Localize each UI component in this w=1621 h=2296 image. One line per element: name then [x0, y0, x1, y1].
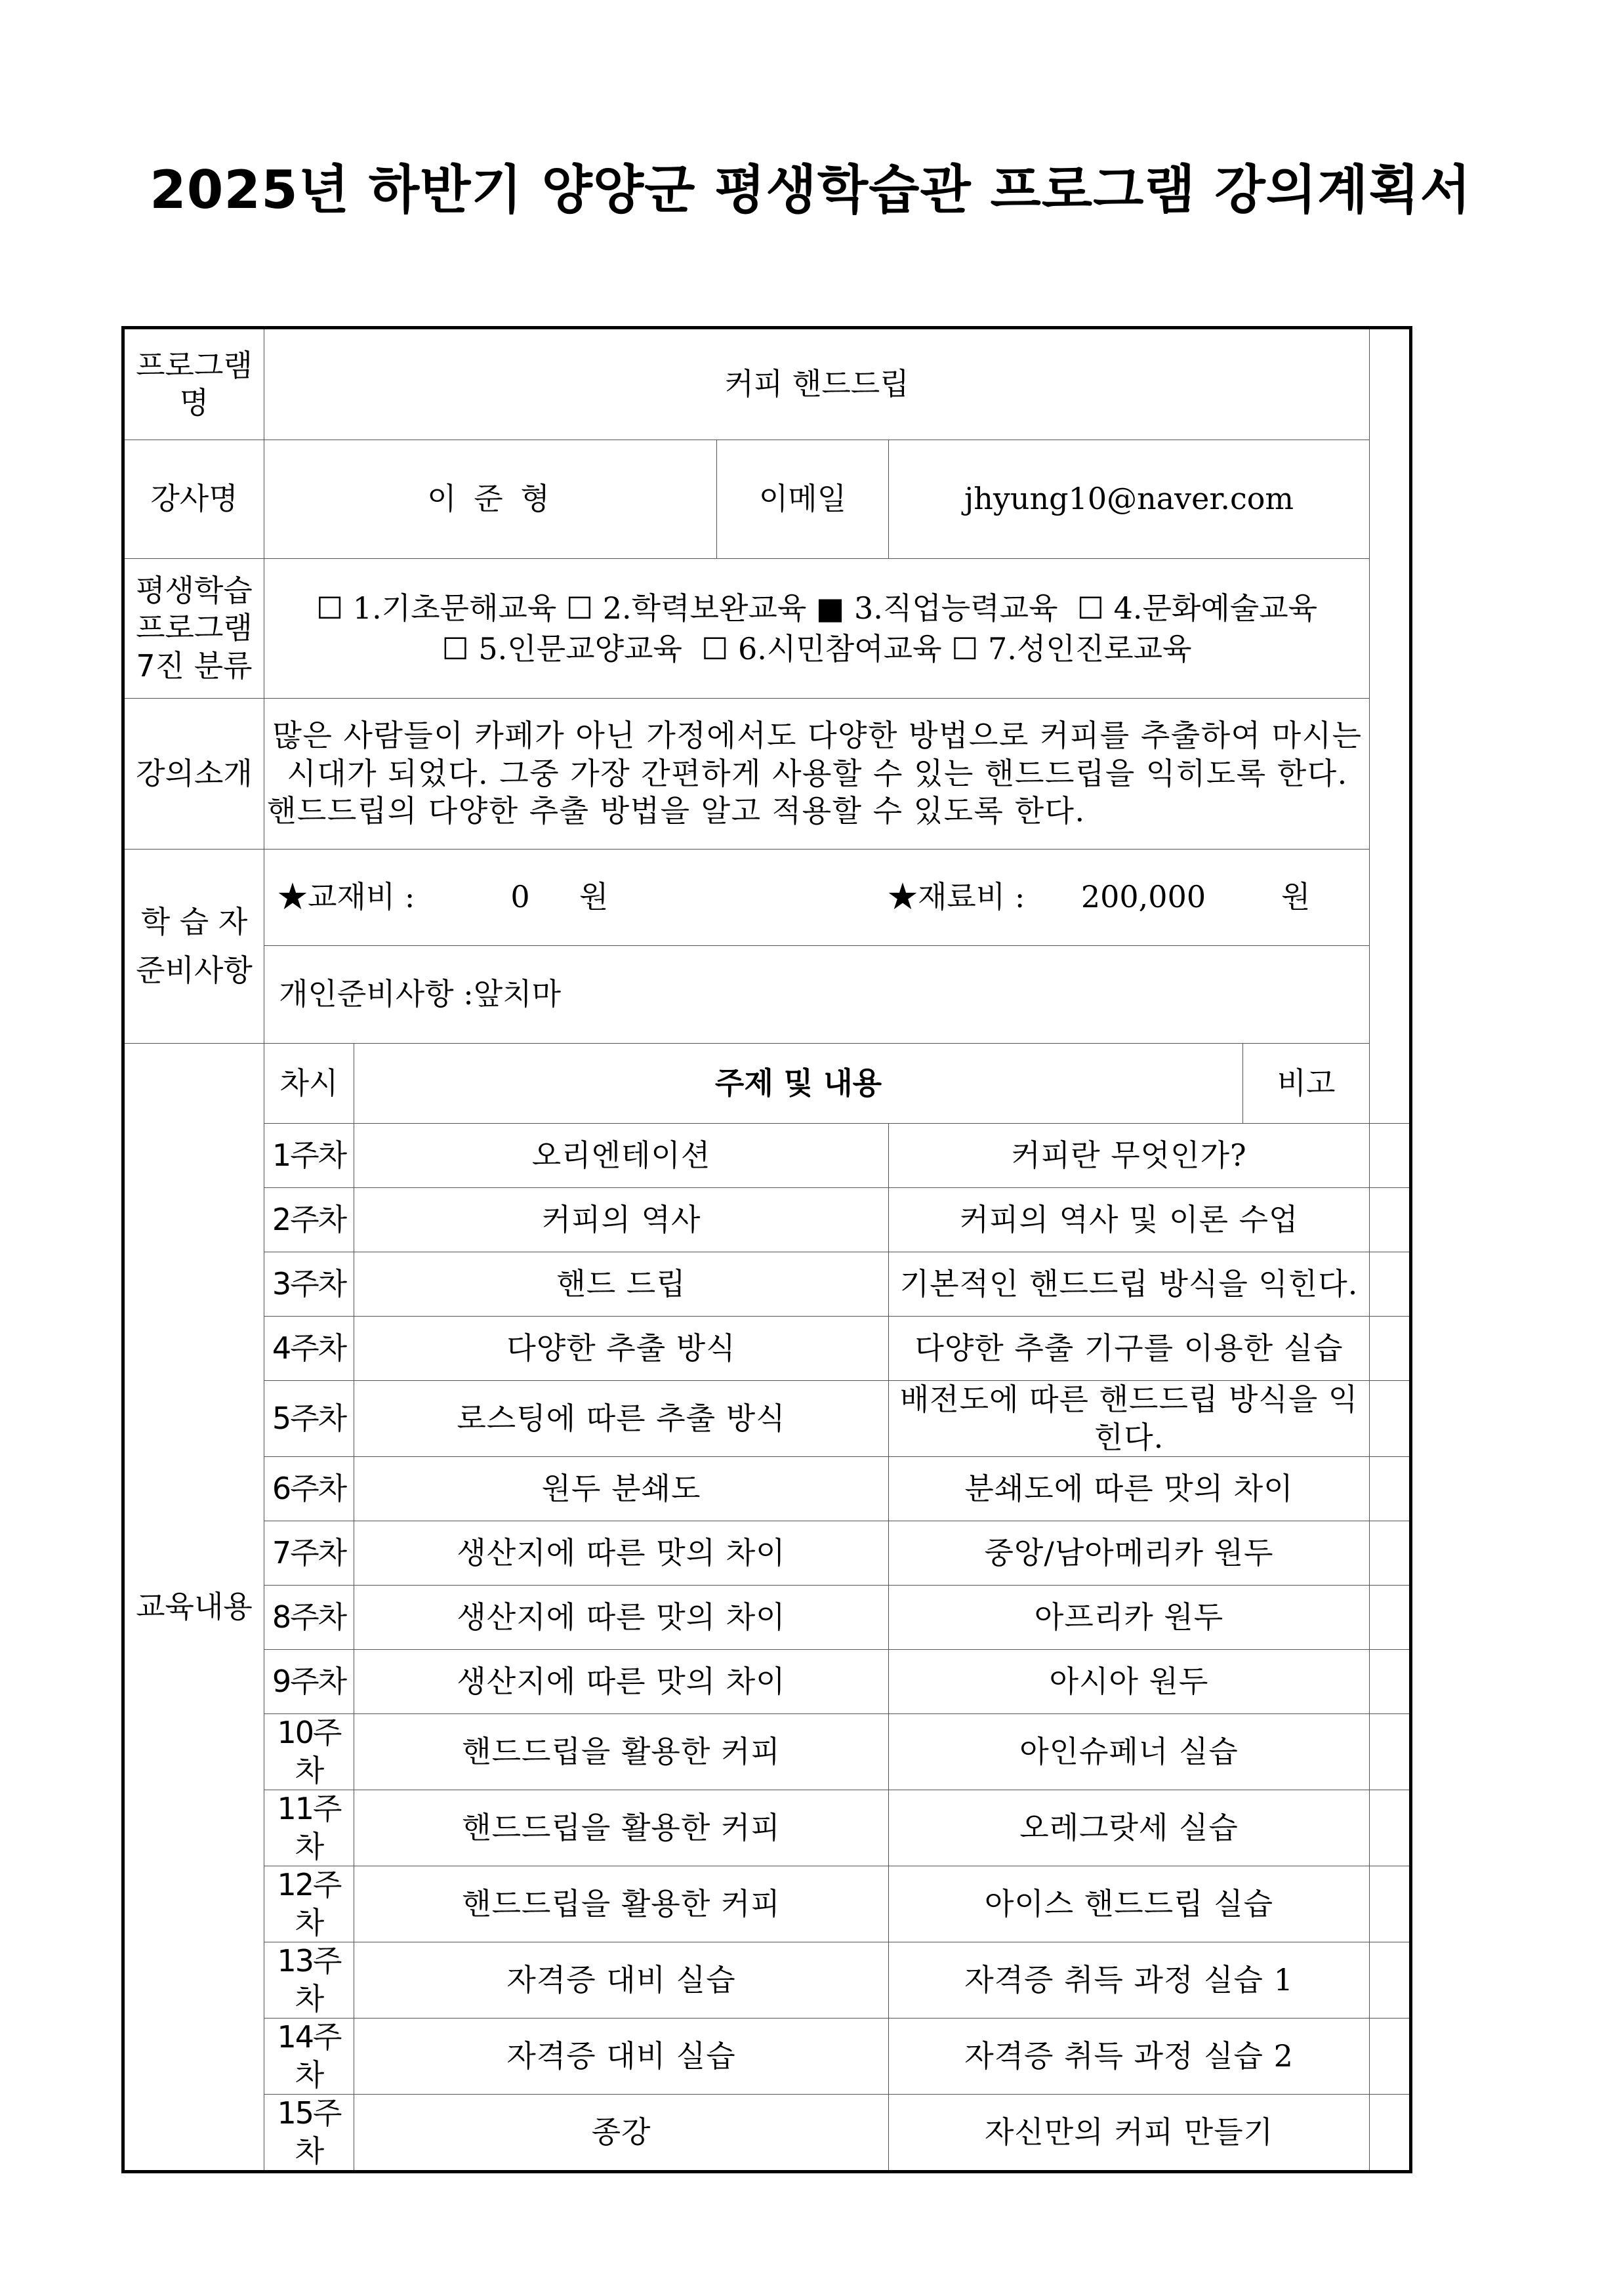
content-cell: 다양한 추출 기구를 이용한 실습 — [889, 1317, 1370, 1381]
week-cell: 1주차 — [264, 1124, 354, 1188]
intro-row — [123, 699, 1411, 850]
topic-cell: 핸드드립을 활용한 커피 — [354, 1790, 889, 1866]
topic-cell: 자격증 대비 실습 — [354, 2019, 889, 2095]
textbook-fee-unit: 원 — [579, 879, 609, 915]
content-cell: 아인슈페너 실습 — [889, 1714, 1370, 1790]
content-cell: 커피의 역사 및 이론 수업 — [889, 1188, 1370, 1252]
textbook-fee-label: ★교재비 : — [277, 879, 415, 915]
topic-cell: 생산지에 따른 맛의 차이 — [354, 1586, 889, 1650]
note-cell — [1370, 1457, 1411, 1521]
content-label: 교육내용 — [123, 1044, 264, 2172]
week-cell: 9주차 — [264, 1650, 354, 1714]
note-cell — [1370, 1586, 1411, 1650]
week-cell: 3주차 — [264, 1252, 354, 1317]
fees-row — [123, 850, 1411, 946]
schedule-row — [123, 2095, 1411, 2172]
content-cell: 기본적인 핸드드립 방식을 익힌다. — [889, 1252, 1370, 1317]
document-title: 2025년 하반기 양양군 평생학습관 프로그램 강의계획서 — [150, 159, 1471, 220]
schedule-row — [123, 1521, 1411, 1586]
material-fee-unit: 원 — [1281, 879, 1311, 915]
schedule-row — [123, 1650, 1411, 1714]
category-row — [123, 559, 1411, 699]
topic-cell: 다양한 추출 방식 — [354, 1317, 889, 1381]
content-cell: 분쇄도에 따른 맛의 차이 — [889, 1457, 1370, 1521]
category-label-line2: 프로그램 — [136, 610, 253, 646]
note-cell — [1370, 2095, 1411, 2172]
material-fee-label: ★재료비 : — [888, 879, 1025, 915]
program-name-label: 프로그램명 — [123, 328, 264, 440]
prep-label-line1: 학 습 자 — [140, 903, 248, 939]
week-cell: 5주차 — [264, 1381, 354, 1457]
topic-cell: 원두 분쇄도 — [354, 1457, 889, 1521]
topic-cell: 오리엔테이션 — [354, 1124, 889, 1188]
note-cell — [1370, 1124, 1411, 1188]
program-name-value: 커피 핸드드립 — [264, 328, 1370, 440]
week-cell: 15주차 — [264, 2095, 354, 2172]
lecture-plan-table — [121, 326, 1412, 2173]
schedule-row — [123, 1866, 1411, 1942]
content-cell: 아시아 원두 — [889, 1650, 1370, 1714]
textbook-fee-amount: 0 — [510, 879, 530, 915]
topic-cell: 핸드드립을 활용한 커피 — [354, 1866, 889, 1942]
week-cell: 13주차 — [264, 1942, 354, 2019]
content-cell: 자격증 취득 과정 실습 1 — [889, 1942, 1370, 2019]
schedule-row — [123, 1252, 1411, 1317]
material-fee-amount: 200,000 — [1080, 879, 1206, 915]
content-cell: 자격증 취득 과정 실습 2 — [889, 2019, 1370, 2095]
week-cell: 8주차 — [264, 1586, 354, 1650]
category-options-line1: ☐ 1.기초문해교육 ☐ 2.학력보완교육 ■ 3.직업능력교육 ☐ 4.문화예술교육 — [316, 590, 1318, 626]
category-label-line3: 7진 분류 — [136, 647, 253, 684]
topic-cell: 종강 — [354, 2095, 889, 2172]
schedule-header-row — [123, 1044, 1411, 1124]
category-options-line2: ☐ 5.인문교양교육 ☐ 6.시민참여교육 ☐ 7.성인진로교육 — [441, 631, 1192, 666]
note-cell — [1370, 1650, 1411, 1714]
week-cell: 2주차 — [264, 1188, 354, 1252]
intro-label: 강의소개 — [123, 699, 264, 850]
content-cell: 커피란 무엇인가? — [889, 1124, 1370, 1188]
category-label — [123, 559, 264, 699]
content-cell: 배전도에 따른 핸드드립 방식을 익힌다. — [889, 1381, 1370, 1457]
week-cell: 12주차 — [264, 1866, 354, 1942]
note-cell — [1370, 1714, 1411, 1790]
schedule-row — [123, 1381, 1411, 1457]
note-cell — [1370, 1381, 1411, 1457]
week-cell: 10주차 — [264, 1714, 354, 1790]
schedule-row — [123, 1188, 1411, 1252]
schedule-row — [123, 2019, 1411, 2095]
content-cell: 중앙/남아메리카 원두 — [889, 1521, 1370, 1586]
email-label: 이메일 — [717, 440, 889, 559]
prep-label — [123, 850, 264, 1044]
note-cell — [1370, 1790, 1411, 1866]
instructor-label: 강사명 — [123, 440, 264, 559]
personal-prep-row — [123, 946, 1411, 1044]
instructor-value: 이 준 형 — [264, 440, 717, 559]
instructor-row — [123, 440, 1411, 559]
fees-line — [264, 878, 1369, 916]
note-cell — [1370, 1866, 1411, 1942]
note-cell — [1370, 1252, 1411, 1317]
fees-cell — [264, 850, 1370, 946]
week-cell: 4주차 — [264, 1317, 354, 1381]
personal-prep-value: 개인준비사항 :앞치마 — [264, 946, 1370, 1044]
schedule-row — [123, 1124, 1411, 1188]
content-cell: 아이스 핸드드립 실습 — [889, 1866, 1370, 1942]
schedule-row — [123, 1714, 1411, 1790]
topic-cell: 자격증 대비 실습 — [354, 1942, 889, 2019]
content-cell: 자신만의 커피 만들기 — [889, 2095, 1370, 2172]
note-cell — [1370, 1317, 1411, 1381]
note-header: 비고 — [1243, 1044, 1370, 1124]
session-header: 차시 — [264, 1044, 354, 1124]
week-cell: 11주차 — [264, 1790, 354, 1866]
topic-header: 주제 및 내용 — [354, 1044, 1243, 1124]
week-cell: 14주차 — [264, 2019, 354, 2095]
prep-label-line2: 준비사항 — [136, 952, 253, 988]
topic-cell: 생산지에 따른 맛의 차이 — [354, 1650, 889, 1714]
intro-text: 많은 사람들이 카페가 아닌 가정에서도 다양한 방법으로 커피를 추출하여 마시는 시대가 되었다. 그중 가장 간편하게 사용할 수 있는 핸드드립을 익히도록 한다. 핸드드립의 다양한 추출 방법을 알고 적용할 수 있도록 한다. — [264, 699, 1370, 850]
note-cell — [1370, 1188, 1411, 1252]
schedule-row — [123, 1317, 1411, 1381]
content-cell: 오레그랏세 실습 — [889, 1790, 1370, 1866]
schedule-row — [123, 1942, 1411, 2019]
note-cell — [1370, 1521, 1411, 1586]
note-cell — [1370, 1942, 1411, 2019]
topic-cell: 핸드드립을 활용한 커피 — [354, 1714, 889, 1790]
schedule-row — [123, 1790, 1411, 1866]
topic-cell: 핸드 드립 — [354, 1252, 889, 1317]
category-label-line1: 평생학습 — [136, 572, 253, 608]
note-cell — [1370, 2019, 1411, 2095]
category-options — [264, 559, 1370, 699]
content-cell: 아프리카 원두 — [889, 1586, 1370, 1650]
program-name-row — [123, 328, 1411, 440]
week-cell: 6주차 — [264, 1457, 354, 1521]
schedule-row — [123, 1457, 1411, 1521]
topic-cell: 로스팅에 따른 추출 방식 — [354, 1381, 889, 1457]
topic-cell: 생산지에 따른 맛의 차이 — [354, 1521, 889, 1586]
schedule-row — [123, 1586, 1411, 1650]
email-value: jhyung10@naver.com — [889, 440, 1370, 559]
week-cell: 7주차 — [264, 1521, 354, 1586]
topic-cell: 커피의 역사 — [354, 1188, 889, 1252]
